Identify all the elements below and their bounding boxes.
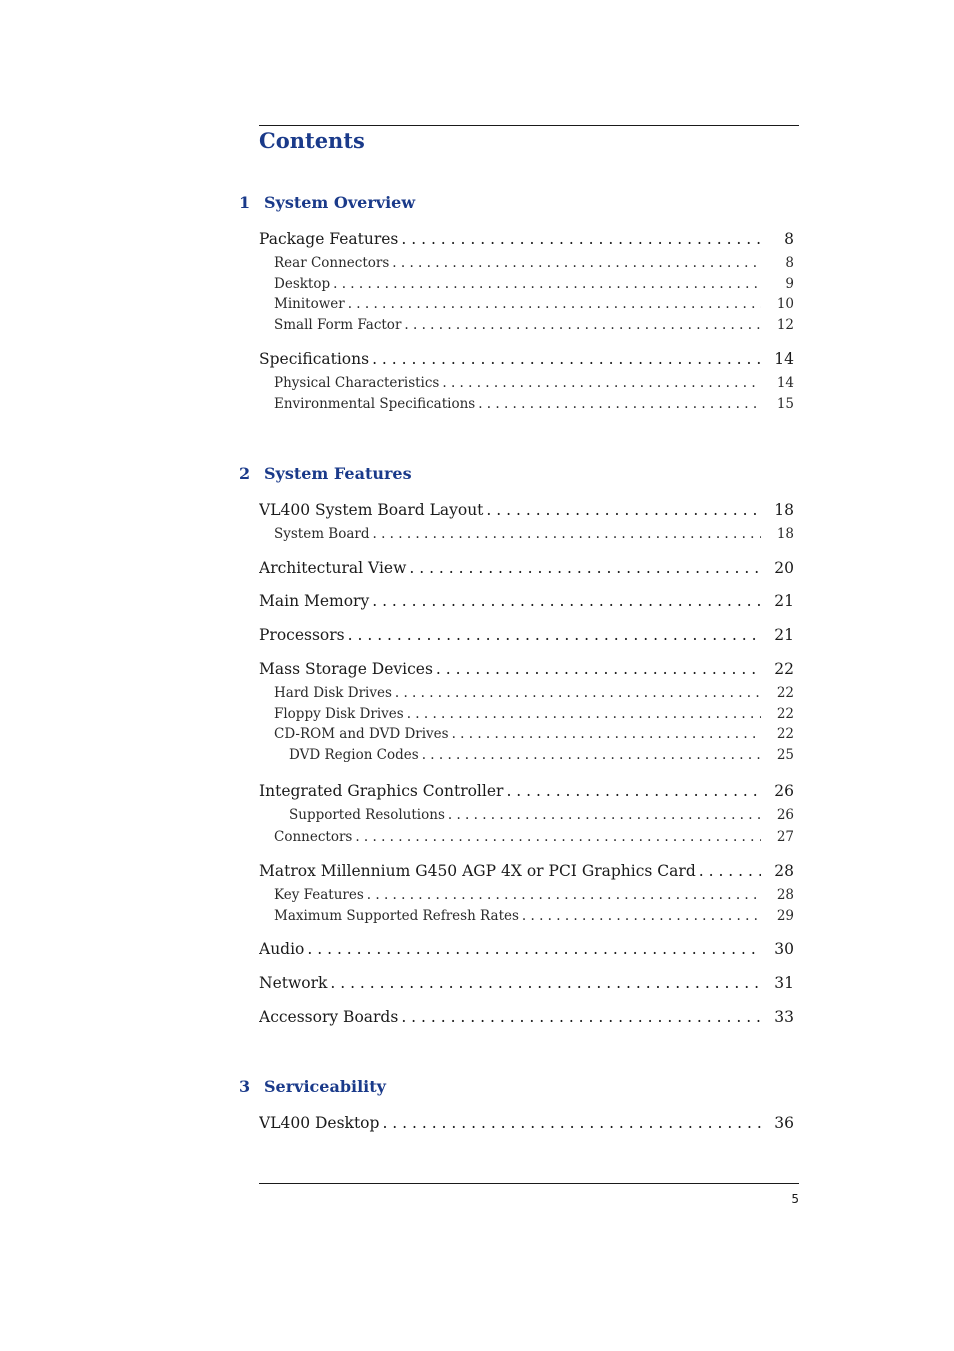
- entry-label: Rear Connectors: [274, 255, 390, 271]
- toc-subentry[interactable]: [274, 296, 794, 312]
- toc-subentry[interactable]: [274, 887, 794, 903]
- entry-page: 18: [776, 526, 794, 542]
- entry-label: Package Features: [259, 230, 399, 248]
- dot-leader: [348, 626, 761, 644]
- entry-page: 18: [774, 501, 794, 519]
- dot-leader: [401, 1008, 761, 1026]
- toc-entry[interactable]: [259, 660, 794, 678]
- entry-label: Hard Disk Drives: [274, 685, 392, 701]
- chapter-title: System Overview: [264, 193, 416, 212]
- entry-label: Integrated Graphics Controller: [259, 782, 504, 800]
- toc-entry[interactable]: [259, 1008, 794, 1026]
- chapter-title: Serviceability: [264, 1077, 386, 1096]
- toc-entry[interactable]: [259, 1114, 794, 1132]
- chapter-heading[interactable]: [239, 193, 415, 212]
- entry-label: Audio: [259, 940, 305, 958]
- dot-leader: [330, 974, 761, 992]
- entry-page: 26: [776, 807, 794, 823]
- entry-page: 12: [776, 317, 794, 333]
- toc-subentry[interactable]: [274, 396, 794, 412]
- dot-leader: [448, 807, 761, 823]
- toc-subentry[interactable]: [274, 526, 794, 542]
- entry-page: 26: [774, 782, 794, 800]
- dot-leader: [436, 660, 761, 678]
- toc-subentry[interactable]: [274, 255, 794, 271]
- dot-leader: [372, 592, 761, 610]
- toc-subentry[interactable]: [274, 908, 794, 924]
- dot-leader: [348, 296, 761, 312]
- chapter-number: 2: [239, 464, 251, 483]
- entry-page: 9: [785, 276, 794, 292]
- entry-label: Matrox Millennium G450 AGP 4X or PCI Graphics Card: [259, 862, 696, 880]
- dot-leader: [401, 230, 761, 248]
- toc-entry[interactable]: [259, 559, 794, 577]
- top-rule: [259, 125, 799, 126]
- toc-entry[interactable]: [259, 782, 794, 800]
- entry-page: 28: [774, 862, 794, 880]
- entry-label: Environmental Specifications: [274, 396, 476, 412]
- toc-subentry[interactable]: [274, 829, 794, 845]
- entry-page: 14: [776, 375, 794, 391]
- dot-leader: [486, 501, 761, 519]
- dot-leader: [409, 559, 761, 577]
- entry-page: 36: [774, 1114, 794, 1132]
- dot-leader: [392, 255, 761, 271]
- chapter-number: 3: [239, 1077, 251, 1096]
- entry-label: Physical Characteristics: [274, 375, 440, 391]
- toc-entry[interactable]: [259, 940, 794, 958]
- dot-leader: [333, 276, 761, 292]
- entry-label: System Board: [274, 526, 370, 542]
- entry-label: DVD Region Codes: [289, 747, 419, 763]
- entry-page: 21: [774, 626, 794, 644]
- dot-leader: [373, 526, 761, 542]
- toc-entry[interactable]: [259, 230, 794, 248]
- dot-leader: [452, 726, 761, 742]
- toc-entry[interactable]: [259, 974, 794, 992]
- entry-label: Small Form Factor: [274, 317, 402, 333]
- entry-page: 10: [776, 296, 794, 312]
- toc-entry[interactable]: [259, 501, 794, 519]
- toc-subsubentry[interactable]: [289, 747, 794, 763]
- dot-leader: [407, 706, 761, 722]
- entry-label: Key Features: [274, 887, 364, 903]
- entry-label: Connectors: [274, 829, 353, 845]
- entry-page: 20: [774, 559, 794, 577]
- toc-subentry[interactable]: [274, 726, 794, 742]
- entry-label: Main Memory: [259, 592, 370, 610]
- entry-page: 21: [774, 592, 794, 610]
- entry-label: CD-ROM and DVD Drives: [274, 726, 449, 742]
- dot-leader: [478, 396, 761, 412]
- entry-label: Network: [259, 974, 328, 992]
- entry-label: Specifications: [259, 350, 370, 368]
- dot-leader: [522, 908, 761, 924]
- entry-label: Mass Storage Devices: [259, 660, 433, 678]
- entry-page: 29: [776, 908, 794, 924]
- toc-subsubentry[interactable]: [289, 807, 794, 823]
- entry-page: 22: [776, 726, 794, 742]
- entry-page: 15: [776, 396, 794, 412]
- entry-page: 27: [776, 829, 794, 845]
- toc-entry[interactable]: [259, 862, 794, 880]
- dot-leader: [395, 685, 761, 701]
- entry-label: Processors: [259, 626, 345, 644]
- entry-label: Desktop: [274, 276, 331, 292]
- entry-page: 14: [774, 350, 794, 368]
- toc-entry[interactable]: [259, 350, 794, 368]
- page-number: 5: [791, 1192, 799, 1206]
- dot-leader: [442, 375, 761, 391]
- toc-entry[interactable]: [259, 626, 794, 644]
- chapter-heading[interactable]: [239, 1077, 386, 1096]
- dot-leader: [404, 317, 761, 333]
- entry-label: Floppy Disk Drives: [274, 706, 404, 722]
- entry-label: VL400 System Board Layout: [259, 501, 484, 519]
- entry-page: 25: [776, 747, 794, 763]
- toc-subentry[interactable]: [274, 685, 794, 701]
- toc-subentry[interactable]: [274, 375, 794, 391]
- entry-page: 28: [776, 887, 794, 903]
- dot-leader: [699, 862, 761, 880]
- entry-page: 8: [785, 255, 794, 271]
- entry-label: VL400 Desktop: [259, 1114, 380, 1132]
- entry-page: 33: [774, 1008, 794, 1026]
- entry-label: Maximum Supported Refresh Rates: [274, 908, 519, 924]
- entry-page: 8: [784, 230, 794, 248]
- entry-page: 22: [776, 706, 794, 722]
- dot-leader: [372, 350, 761, 368]
- entry-label: Supported Resolutions: [289, 807, 445, 823]
- entry-page: 22: [774, 660, 794, 678]
- chapter-number: 1: [239, 193, 251, 212]
- toc-subentry[interactable]: [274, 276, 794, 292]
- toc-subentry[interactable]: [274, 706, 794, 722]
- entry-label: Architectural View: [259, 559, 407, 577]
- toc-entry[interactable]: [259, 592, 794, 610]
- chapter-title: System Features: [264, 464, 412, 483]
- dot-leader: [355, 829, 761, 845]
- bottom-rule: [259, 1183, 799, 1184]
- dot-leader: [367, 887, 761, 903]
- page-title: Contents: [259, 128, 365, 153]
- dot-leader: [506, 782, 761, 800]
- entry-label: Accessory Boards: [259, 1008, 399, 1026]
- entry-label: Minitower: [274, 296, 345, 312]
- entry-page: 22: [776, 685, 794, 701]
- chapter-heading[interactable]: [239, 464, 412, 483]
- dot-leader: [307, 940, 761, 958]
- dot-leader: [382, 1114, 761, 1132]
- dot-leader: [422, 747, 761, 763]
- entry-page: 30: [774, 940, 794, 958]
- toc-subentry[interactable]: [274, 317, 794, 333]
- entry-page: 31: [774, 974, 794, 992]
